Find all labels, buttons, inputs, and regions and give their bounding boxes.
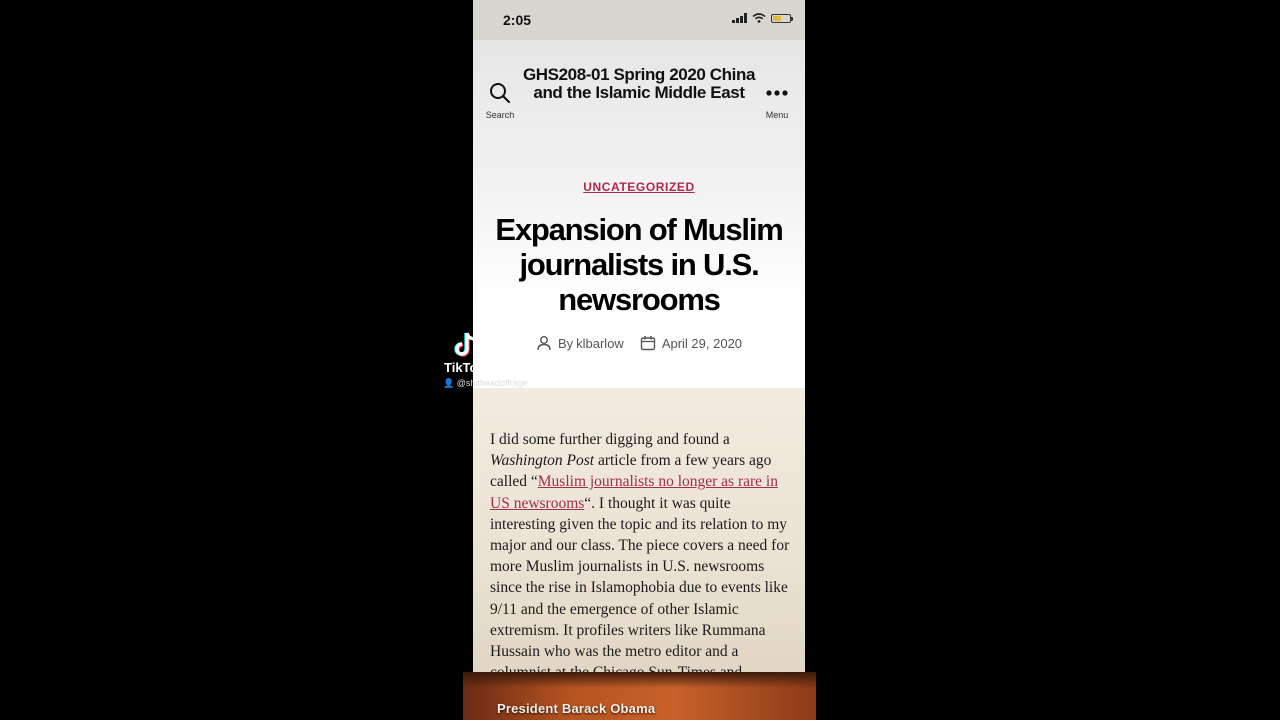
post-author	[536, 335, 624, 351]
publication-name: Washington Post	[490, 452, 595, 470]
phone-screen	[473, 0, 805, 720]
search-label: Search	[485, 110, 515, 120]
calendar-icon	[640, 335, 656, 351]
signal-icon	[732, 13, 747, 23]
category-link[interactable]: UNCATEGORIZED	[583, 180, 695, 194]
news-caption: President Barack Obama	[497, 701, 656, 716]
tiktok-handle-text: @shitheadoffrage	[456, 378, 528, 388]
body-text-3: “. I thought it was quite interesting given the topic and its relation to my major and our class. The piece covers a need for more Muslim journalists in U.S. newsrooms since the rise in Islamophobia due to events like 9/11 and the emergence of other Islamic extremism. It profiles writers like Rummana Hussain who was the metro editor and a	[490, 494, 790, 661]
battery-icon	[771, 14, 791, 23]
post-body	[473, 388, 805, 720]
post-meta	[473, 335, 805, 351]
status-bar	[473, 0, 805, 40]
wifi-icon	[752, 13, 766, 23]
site-title[interactable]: GHS208-01 Spring 2020 China and the Islamic Middle East	[522, 65, 755, 102]
news-caption-bar	[463, 672, 816, 720]
body-text-1: I did some further digging and found a	[490, 431, 730, 448]
status-time: 2:05	[503, 12, 532, 28]
post-date	[640, 335, 742, 351]
tiktok-brand: TikTok	[444, 360, 485, 375]
user-icon: 👤	[443, 378, 455, 388]
search-button[interactable]	[473, 82, 528, 120]
menu-label: Menu	[765, 110, 789, 120]
tiktok-logo-icon	[453, 330, 479, 358]
search-icon	[489, 82, 511, 104]
date-link[interactable]: April 29, 2020	[661, 335, 743, 351]
post-paragraph	[490, 429, 792, 683]
site-header	[473, 40, 805, 388]
author-prefix: By	[557, 335, 574, 351]
status-icons	[732, 13, 791, 23]
person-icon	[536, 335, 552, 351]
body-text-2: article from a few years ago called “	[490, 452, 772, 491]
article-link[interactable]: Muslim journalists no longer as rare in US newsrooms	[490, 473, 778, 512]
tiktok-handle	[443, 378, 528, 389]
menu-button[interactable]	[749, 82, 805, 120]
post-title: Expansion of Muslim journalists in U.S. newsrooms	[495, 212, 783, 317]
author-link[interactable]: klbarlow	[576, 335, 624, 351]
more-dots-icon	[765, 82, 789, 104]
